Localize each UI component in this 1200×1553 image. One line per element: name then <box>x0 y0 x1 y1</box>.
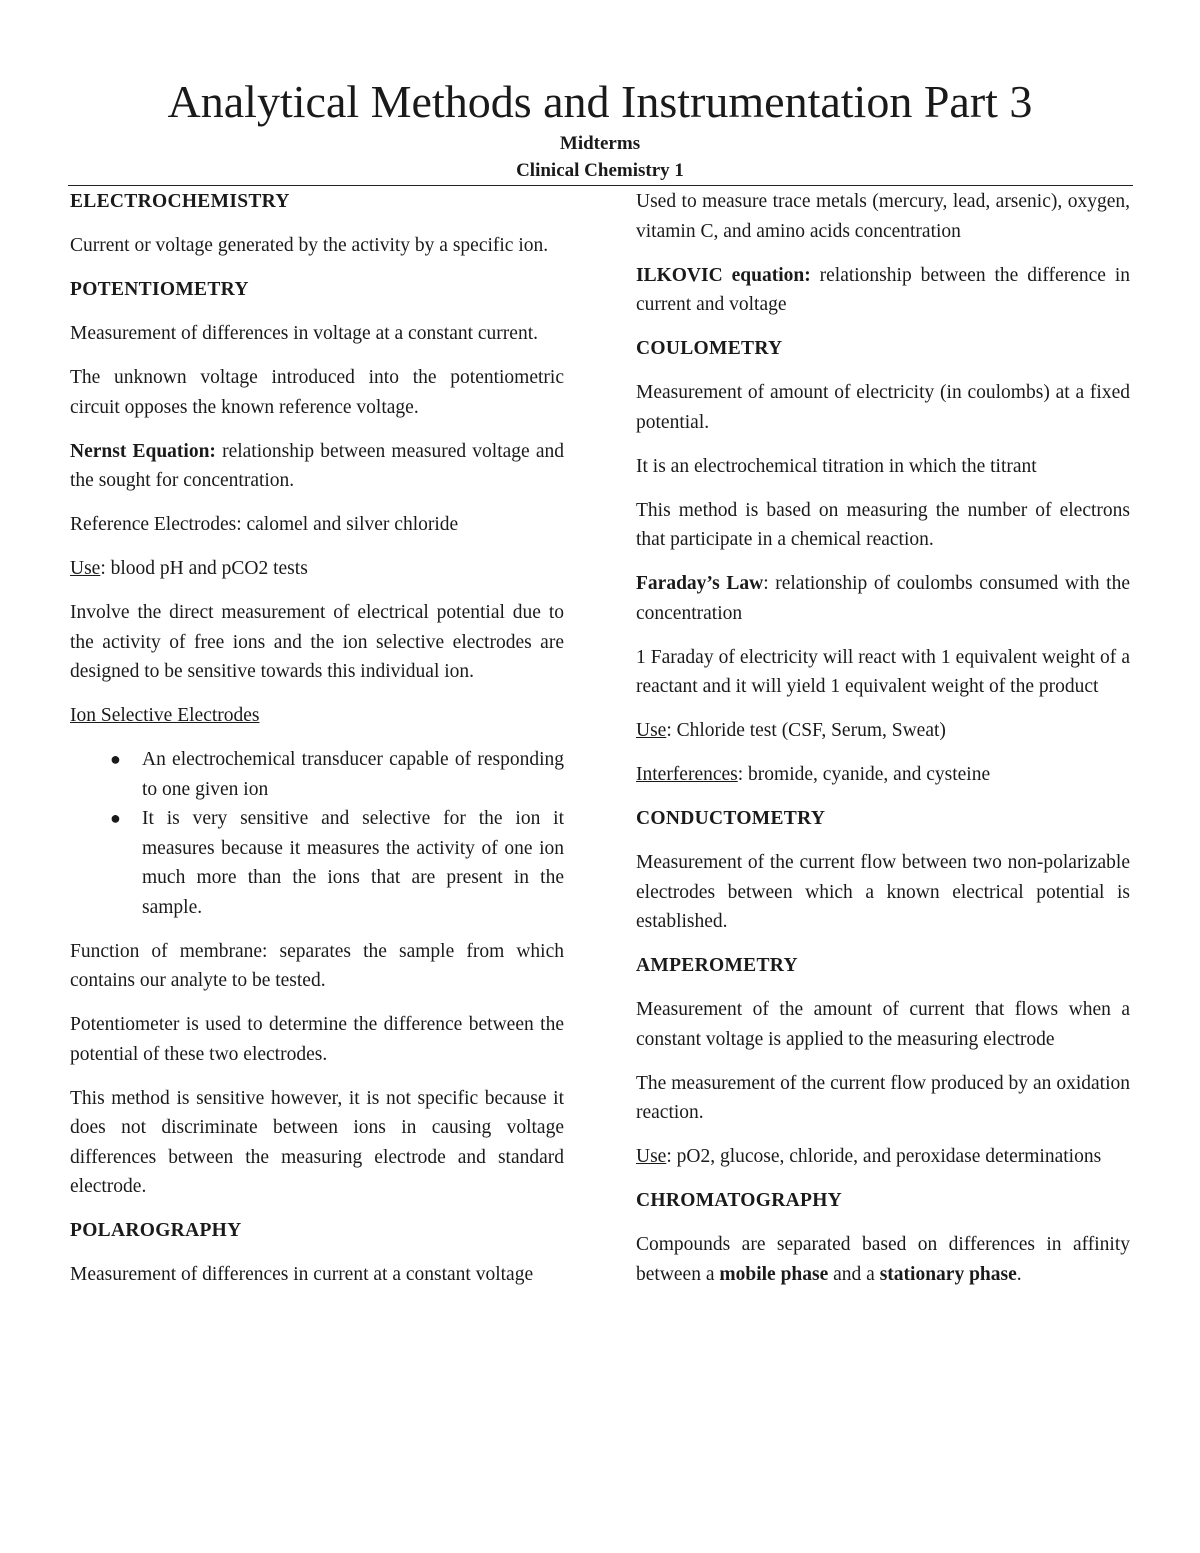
use-label: Use <box>636 1146 667 1167</box>
nernst-equation-text: relationship between measured voltage and the sought for concentration. <box>70 440 564 491</box>
chromatography-definition <box>636 1230 1130 1289</box>
interferences-label: Interferences <box>636 764 738 785</box>
potentiometry-heading: POTENTIOMETRY <box>70 279 249 300</box>
coulometry-use-paragraph <box>636 716 1130 746</box>
left-column <box>70 187 564 1304</box>
coulometry-definition: Measurement of amount of electricity (in coulombs) at a fixed potential. <box>636 382 1130 433</box>
header-divider <box>68 185 1133 186</box>
polarography-use: Used to measure trace metals (mercury, lead, arsenic), oxygen, vitamin C, and amino acids concentration <box>636 191 1130 242</box>
ilkovic-equation-text: relationship between the difference in current and voltage <box>636 264 1130 315</box>
coulometry-use-text: : Chloride test (CSF, Serum, Sweat) <box>666 720 946 741</box>
membrane-function-paragraph: Function of membrane: separates the sample from which contains our analyte to be tested. <box>70 940 564 991</box>
polarography-definition: Measurement of differences in current at a constant voltage <box>70 1264 534 1285</box>
chromatography-text: Compounds are separated based on differences in affinity between a <box>636 1234 1130 1285</box>
document-subtitle-course: Clinical Chemistry 1 <box>516 160 684 181</box>
list-item <box>70 804 564 922</box>
ion-selective-electrodes-heading: Ion Selective Electrodes <box>70 705 260 726</box>
ilkovic-equation-label: ILKOVIC equation: <box>636 264 811 286</box>
electrochemistry-heading: ELECTROCHEMISTRY <box>70 191 290 212</box>
faraday-law-paragraph <box>636 569 1130 628</box>
direct-measurement-paragraph: Involve the direct measurement of electrical potential due to the activity of free ions and the ion selective electrodes are designed to be sensitive towards this individual ion. <box>70 602 564 682</box>
mobile-phase-term: mobile phase <box>719 1263 829 1285</box>
list-item <box>70 745 564 804</box>
interferences-text: : bromide, cyanide, and cysteine <box>737 764 991 785</box>
faraday-equivalent-paragraph: 1 Faraday of electricity will react with 1 equivalent weight of a reactant and it will yield 1 equivalent weight of the product <box>636 646 1130 697</box>
reference-electrodes: Reference Electrodes: calomel and silver chloride <box>70 514 459 535</box>
chromatography-heading: CHROMATOGRAPHY <box>636 1190 843 1211</box>
use-label: Use <box>70 558 101 579</box>
coulometry-heading: COULOMETRY <box>636 338 783 359</box>
bullet-icon: ● <box>110 808 121 828</box>
interferences-paragraph <box>636 760 1130 790</box>
bullet-icon: ● <box>110 749 121 769</box>
list-item-text: An electrochemical transducer capable of responding to one given ion <box>142 749 564 800</box>
sensitivity-paragraph: This method is sensitive however, it is not specific because it does not discriminate between ions in causing voltage differences between the measuring electrode and standard electrode. <box>70 1087 564 1197</box>
potentiometry-definition: Measurement of differences in voltage at a constant current. <box>70 323 538 344</box>
faraday-law-text: : relationship of coulombs consumed with the concentration <box>636 573 1130 624</box>
right-column <box>636 187 1130 1304</box>
faraday-law-label: Faraday’s Law <box>636 573 764 594</box>
document-title: Analytical Methods and Instrumentation Part 3 <box>167 76 1033 127</box>
amperometry-heading: AMPEROMETRY <box>636 955 798 976</box>
amperometry-use-paragraph <box>636 1142 1130 1172</box>
document-subtitle-term: Midterms <box>559 133 641 154</box>
potentiometry-unknown-voltage: The unknown voltage introduced into the potentiometric circuit opposes the known reference voltage. <box>70 367 564 418</box>
nernst-equation-paragraph <box>70 437 564 496</box>
potentiometry-use-paragraph <box>70 554 564 584</box>
nernst-equation-label: Nernst Equation: <box>70 440 216 462</box>
amperometry-use-text: : pO2, glucose, chloride, and peroxidase determinations <box>666 1146 1102 1167</box>
coulometry-method: This method is based on measuring the number of electrons that participate in a chemical reaction. <box>636 499 1130 550</box>
amperometry-oxidation: The measurement of the current flow produced by an oxidation reaction. <box>636 1072 1130 1123</box>
electrochemistry-definition: Current or voltage generated by the activity by a specific ion. <box>70 235 549 256</box>
conductometry-definition: Measurement of the current flow between two non-polarizable electrodes between which a known electrical potential is established. <box>636 852 1130 932</box>
stationary-phase-term: stationary phase <box>879 1263 1017 1285</box>
chromatography-text: . <box>1016 1263 1022 1285</box>
ilkovic-equation-paragraph <box>636 261 1130 320</box>
potentiometry-use-text: : blood pH and pCO2 tests <box>100 558 308 579</box>
coulometry-titration: It is an electrochemical titration in which the titrant <box>636 455 1037 477</box>
conductometry-heading: CONDUCTOMETRY <box>636 808 826 829</box>
potentiometer-paragraph: Potentiometer is used to determine the difference between the potential of these two electrodes. <box>70 1014 564 1065</box>
amperometry-definition: Measurement of the amount of current that flows when a constant voltage is applied to the measuring electrode <box>636 999 1130 1050</box>
list-item-text: It is very sensitive and selective for the ion it measures because it measures the activity of one ion much more than the ions that are present in the sample. <box>142 808 564 918</box>
use-label: Use <box>636 720 667 741</box>
polarography-heading: POLAROGRAPHY <box>70 1220 242 1241</box>
chromatography-text: and a <box>828 1263 880 1285</box>
ion-selective-electrodes-list <box>70 745 564 922</box>
